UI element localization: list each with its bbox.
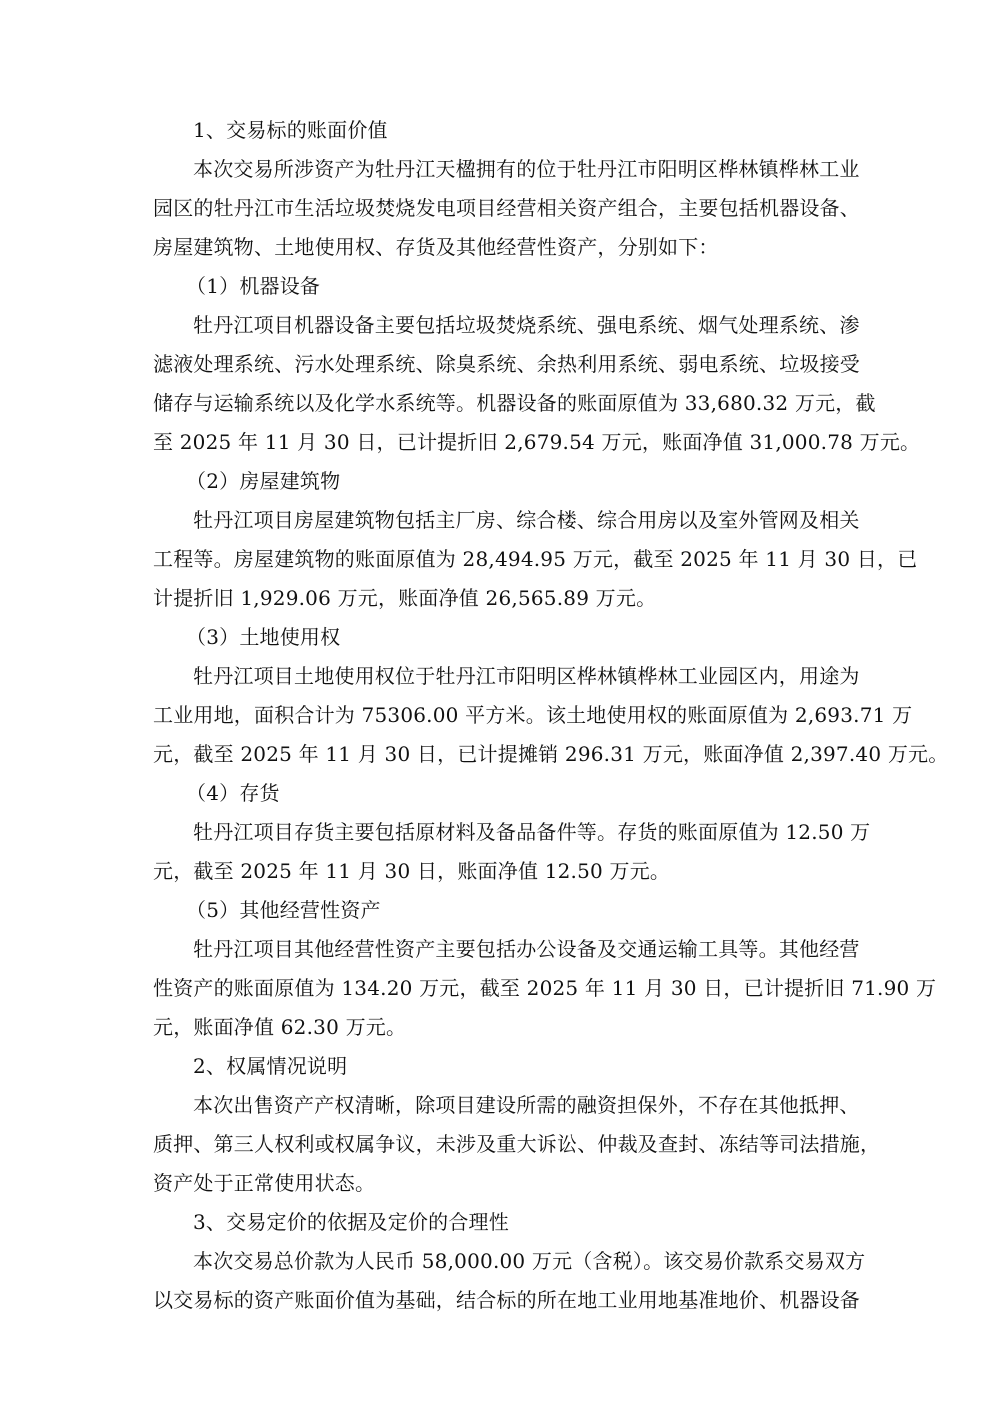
paragraph-line: 工业用地，面积合计为 75306.00 平方米。该土地使用权的账面原值为 2,693.71 万 — [153, 703, 913, 727]
paragraph-line: 元，截至 2025 年 11 月 30 日，已计提摊销 296.31 万元，账面净值 2,397.40 万元。 — [153, 742, 949, 766]
section-heading: 3、交易定价的依据及定价的合理性 — [193, 1210, 509, 1234]
paragraph-line: 牡丹江项目其他经营性资产主要包括办公设备及交通运输工具等。其他经营 — [193, 937, 860, 961]
paragraph-line: 工程等。房屋建筑物的账面原值为 28,494.95 万元，截至 2025 年 11 月 30 日，已 — [153, 547, 918, 571]
paragraph-line: 牡丹江项目机器设备主要包括垃圾焚烧系统、强电系统、烟气处理系统、渗 — [193, 313, 860, 337]
subsection-heading: （5）其他经营性资产 — [186, 898, 381, 922]
section-heading: 2、权属情况说明 — [193, 1054, 348, 1078]
paragraph-line: 元，截至 2025 年 11 月 30 日，账面净值 12.50 万元。 — [153, 859, 671, 883]
paragraph-line: 本次交易总价款为人民币 58,000.00 万元（含税）。该交易价款系交易双方 — [193, 1249, 866, 1273]
paragraph-line: 以交易标的资产账面价值为基础，结合标的所在地工业用地基准地价、机器设备 — [153, 1288, 860, 1312]
paragraph-line: 本次出售资产产权清晰，除项目建设所需的融资担保外，不存在其他抵押、 — [193, 1093, 860, 1117]
subsection-heading: （3）土地使用权 — [186, 625, 341, 649]
subsection-heading: （2）房屋建筑物 — [186, 469, 341, 493]
subsection-heading: （4）存货 — [186, 781, 280, 805]
paragraph-line: 至 2025 年 11 月 30 日，已计提折旧 2,679.54 万元，账面净值 31,000.78 万元。 — [153, 430, 921, 454]
subsection-heading: （1）机器设备 — [186, 274, 321, 298]
paragraph-line: 房屋建筑物、土地使用权、存货及其他经营性资产，分别如下： — [153, 235, 719, 259]
paragraph-line: 计提折旧 1,929.06 万元，账面净值 26,565.89 万元。 — [153, 586, 657, 610]
paragraph-line: 牡丹江项目土地使用权位于牡丹江市阳明区桦林镇桦林工业园区内，用途为 — [193, 664, 860, 688]
paragraph-line: 储存与运输系统以及化学水系统等。机器设备的账面原值为 33,680.32 万元，截 — [153, 391, 876, 415]
paragraph-line: 质押、第三人权利或权属争议，未涉及重大诉讼、仲裁及查封、冻结等司法措施， — [153, 1132, 881, 1156]
paragraph-line: 本次交易所涉资产为牡丹江天楹拥有的位于牡丹江市阳明区桦林镇桦林工业 — [193, 157, 860, 181]
paragraph-line: 园区的牡丹江市生活垃圾焚烧发电项目经营相关资产组合，主要包括机器设备、 — [153, 196, 860, 220]
paragraph-line: 牡丹江项目房屋建筑物包括主厂房、综合楼、综合用房以及室外管网及相关 — [193, 508, 860, 532]
paragraph-line: 滤液处理系统、污水处理系统、除臭系统、余热利用系统、弱电系统、垃圾接受 — [153, 352, 860, 376]
paragraph-line: 性资产的账面原值为 134.20 万元，截至 2025 年 11 月 30 日，已计提折旧 71.90 万 — [153, 976, 937, 1000]
paragraph-line: 元，账面净值 62.30 万元。 — [153, 1015, 407, 1039]
paragraph-line: 资产处于正常使用状态。 — [153, 1171, 376, 1195]
paragraph-line: 牡丹江项目存货主要包括原材料及备品备件等。存货的账面原值为 12.50 万 — [193, 820, 871, 844]
section-heading: 1、交易标的账面价值 — [193, 118, 388, 142]
